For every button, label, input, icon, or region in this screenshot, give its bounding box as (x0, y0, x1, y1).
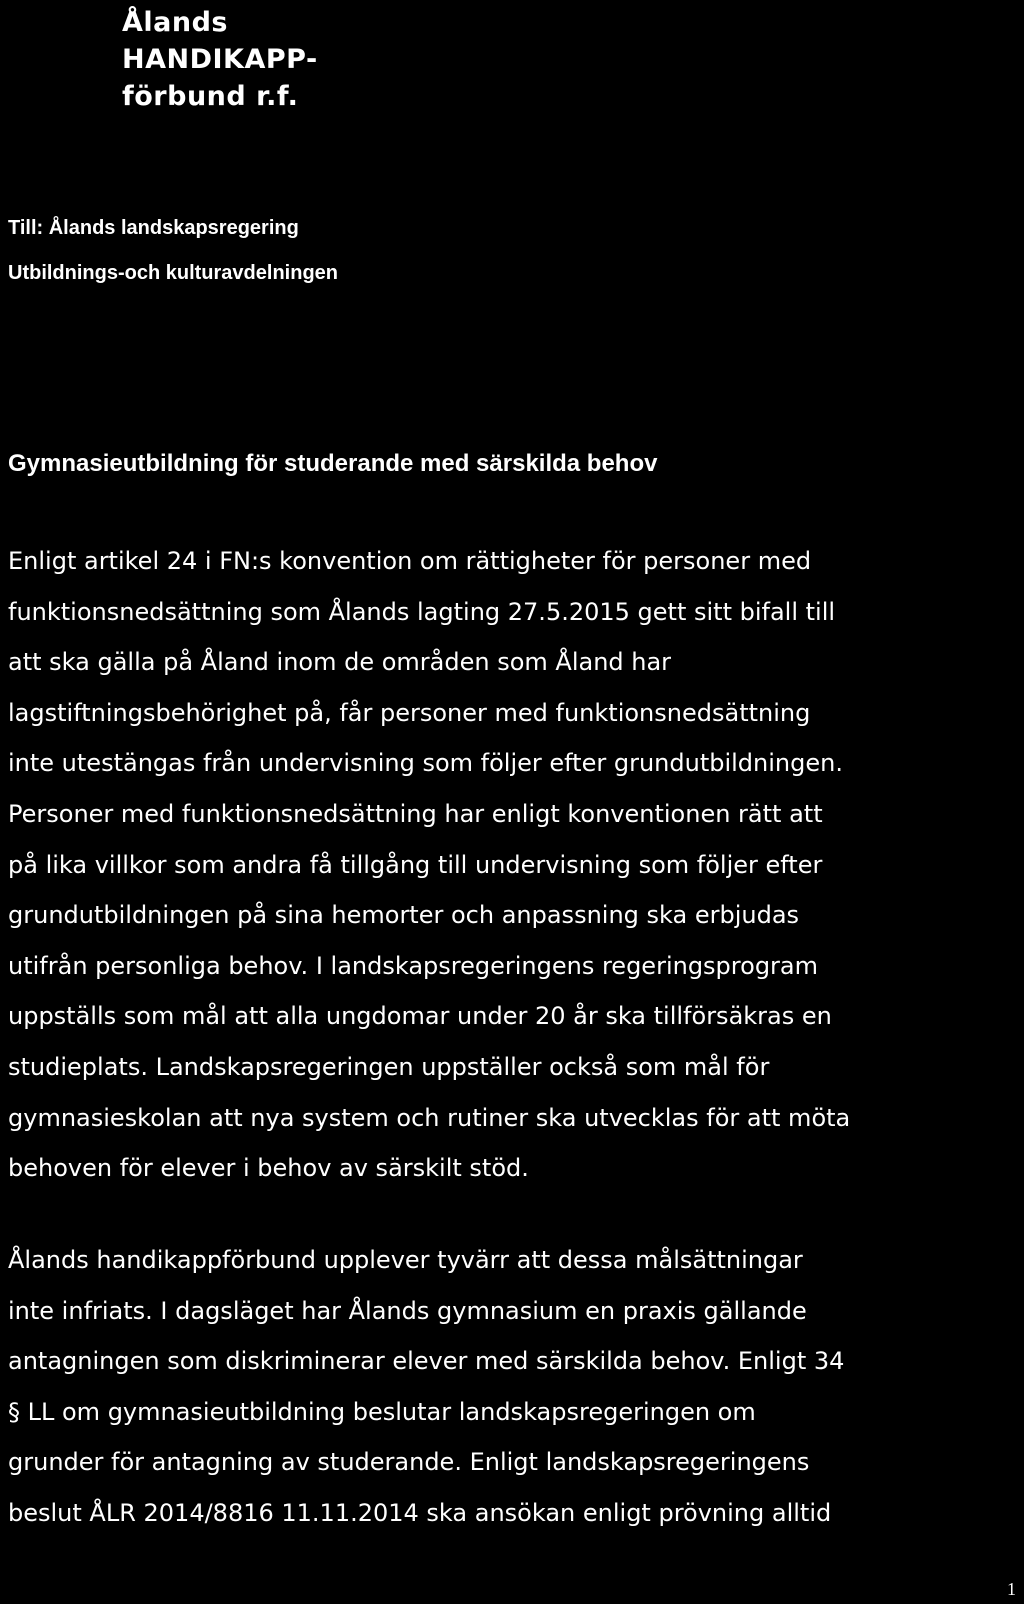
body-paragraph (8, 536, 850, 1194)
text-line: lagstiftningsbehörighet på, får personer med funktionsnedsättning (8, 698, 811, 727)
text-line: att ska gälla på Åland inom de områden som Åland har (8, 648, 672, 677)
text-line: utifrån personliga behov. I landskapsregeringens regeringsprogram (8, 951, 818, 980)
subject-heading: Gymnasieutbildning för studerande med särskilda behov (8, 450, 658, 477)
text-line: grunder för antagning av studerande. Enligt landskapsregeringens (8, 1448, 810, 1477)
text-line: inte utestängas från undervisning som följer efter grundutbildningen. (8, 749, 843, 778)
recipient-line: Till: Ålands landskapsregering (8, 217, 299, 239)
letterhead-line: Ålands (122, 7, 228, 38)
text-line: behoven för elever i behov av särskilt stöd. (8, 1154, 529, 1183)
text-line: beslut ÅLR 2014/8816 11.11.2014 ska ansökan enligt prövning alltid (8, 1498, 832, 1527)
letterhead-logo (122, 4, 318, 115)
body-paragraph (8, 1235, 844, 1539)
page-number: 1 (1007, 1579, 1016, 1599)
text-line: inte infriats. I dagsläget har Ålands gymnasium en praxis gällande (8, 1296, 807, 1325)
letterhead-line: HANDIKAPP- (122, 44, 318, 75)
text-line: funktionsnedsättning som Ålands lagting 27.5.2015 gett sitt bifall till (8, 597, 836, 626)
text-line: Personer med funktionsnedsättning har enligt konventionen rätt att (8, 799, 823, 828)
text-line: grundutbildningen på sina hemorter och anpassning ska erbjudas (8, 901, 800, 930)
recipient-line: Utbildnings-och kulturavdelningen (8, 262, 338, 284)
text-line: Ålands handikappförbund upplever tyvärr att dessa målsättningar (8, 1246, 803, 1274)
text-line: gymnasieskolan att nya system och rutiner ska utvecklas för att möta (8, 1103, 851, 1132)
text-line: studieplats. Landskapsregeringen uppställer också som mål för (8, 1052, 770, 1081)
text-line: uppställs som mål att alla ungdomar under 20 år ska tillförsäkras en (8, 1002, 832, 1031)
text-line: Enligt artikel 24 i FN:s konvention om rättigheter för personer med (8, 547, 812, 575)
text-line: § LL om gymnasieutbildning beslutar landskapsregeringen om (8, 1397, 756, 1426)
recipient-block (8, 206, 338, 296)
text-line: på lika villkor som andra få tillgång till undervisning som följer efter (8, 850, 823, 879)
letterhead-line: förbund r.f. (122, 81, 299, 112)
text-line: antagningen som diskriminerar elever med särskilda behov. Enligt 34 (8, 1347, 845, 1376)
